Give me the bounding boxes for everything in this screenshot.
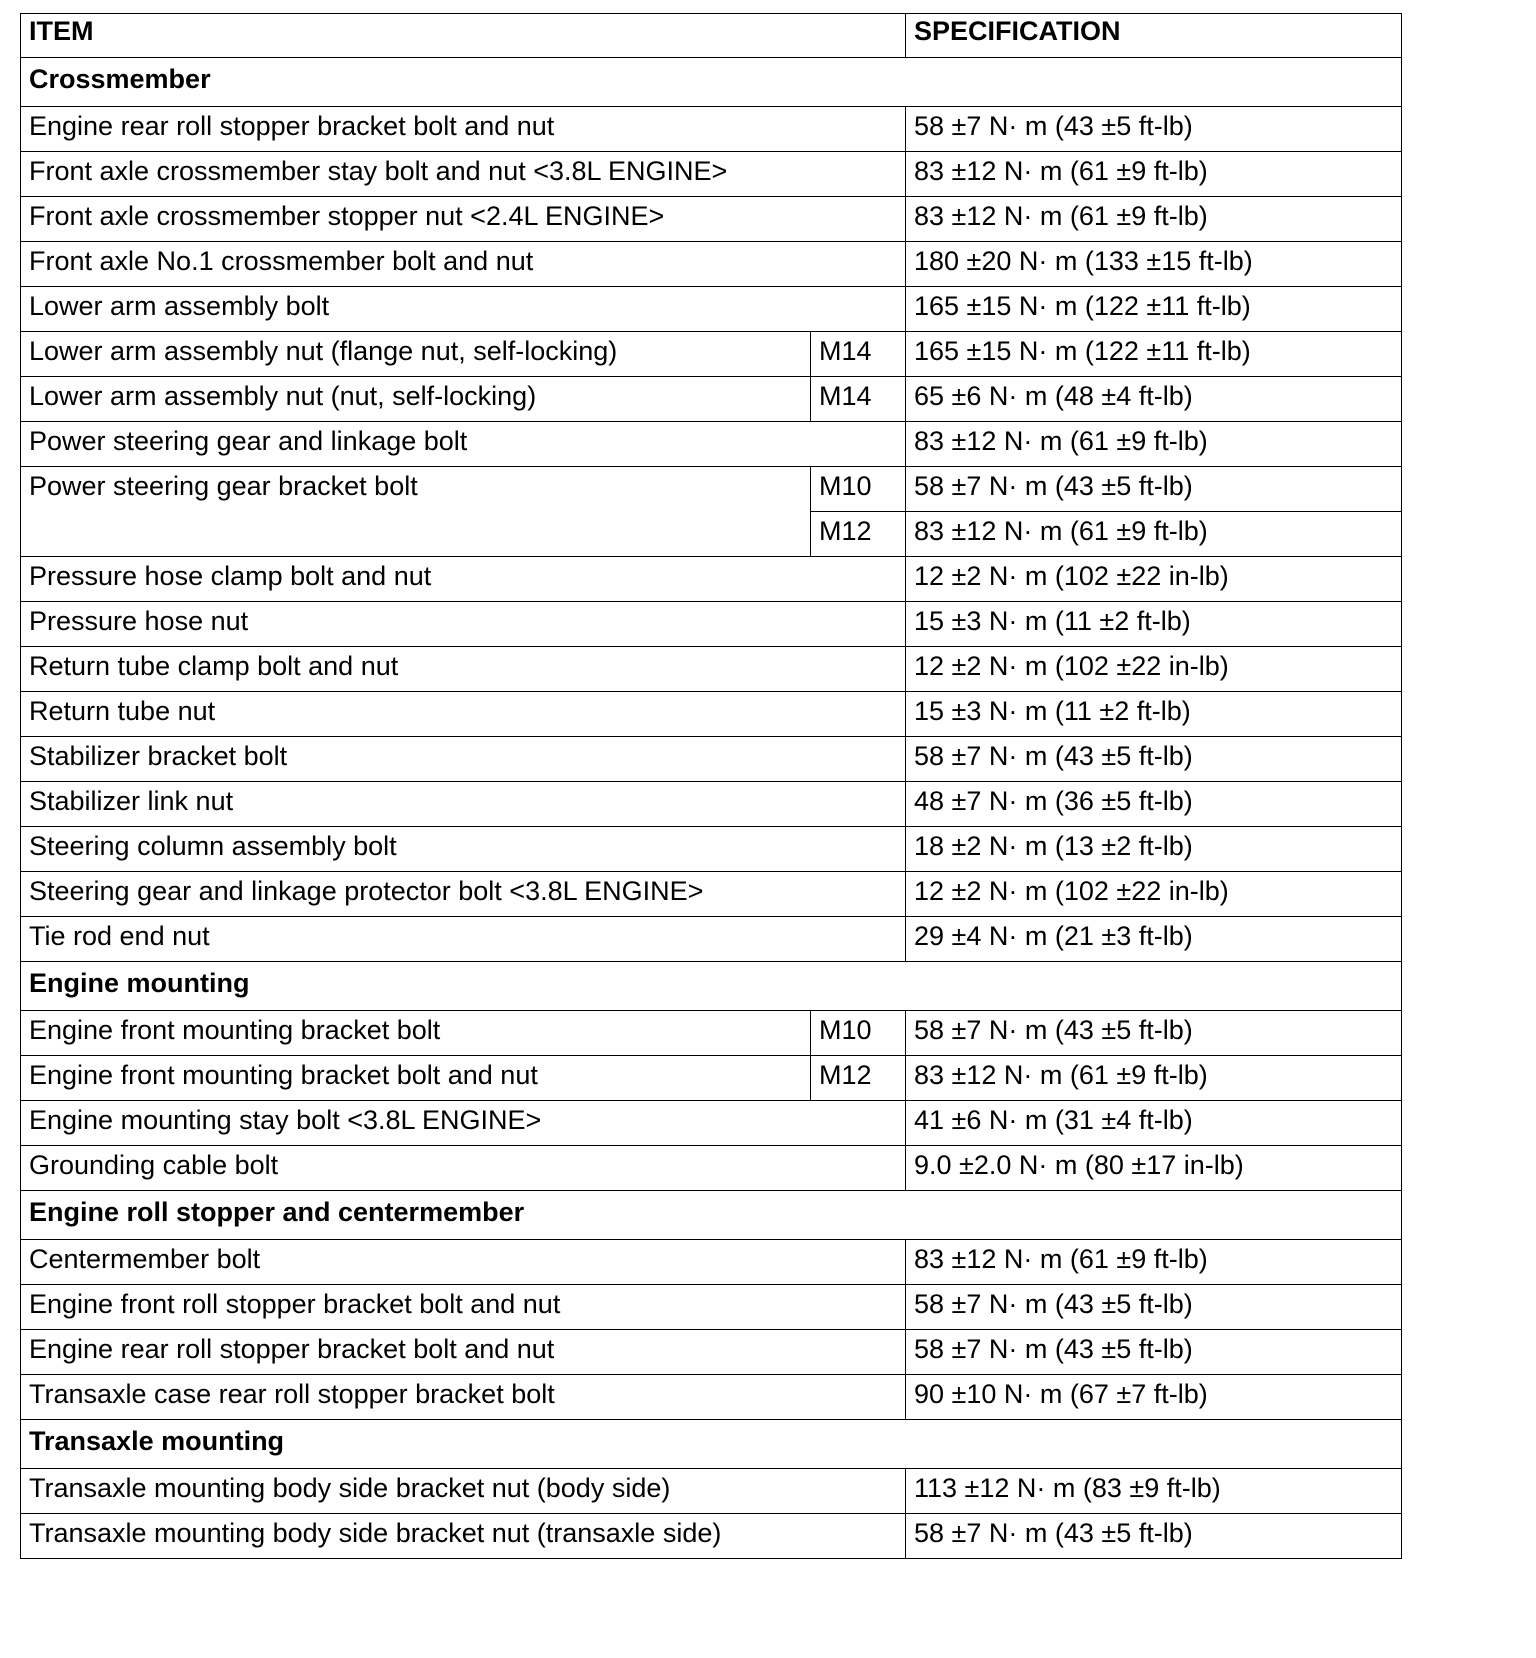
item-cell: Power steering gear and linkage bolt [21,422,906,467]
item-cell: Engine rear roll stopper bracket bolt and nut [21,107,906,152]
spec-cell: 165 ±15 N· m (122 ±11 ft-lb) [906,332,1402,377]
section-header-row [21,962,1402,1011]
section-title: Engine roll stopper and centermember [21,1191,1402,1240]
item-cell: Transaxle case rear roll stopper bracket bolt [21,1375,906,1420]
spec-cell: 165 ±15 N· m (122 ±11 ft-lb) [906,287,1402,332]
spec-cell: 58 ±7 N· m (43 ±5 ft-lb) [906,467,1402,512]
table-row [21,1375,1402,1420]
item-cell: Engine mounting stay bolt <3.8L ENGINE> [21,1101,906,1146]
item-cell: Steering column assembly bolt [21,827,906,872]
item-cell: Return tube clamp bolt and nut [21,647,906,692]
spec-cell: 48 ±7 N· m (36 ±5 ft-lb) [906,782,1402,827]
table-row [21,287,1402,332]
spec-cell: 83 ±12 N· m (61 ±9 ft-lb) [906,422,1402,467]
spec-cell: 58 ±7 N· m (43 ±5 ft-lb) [906,737,1402,782]
table-row [21,242,1402,287]
table-row [21,1056,1402,1101]
item-cell: Front axle No.1 crossmember bolt and nut [21,242,906,287]
item-cell: Pressure hose clamp bolt and nut [21,557,906,602]
spec-cell: 58 ±7 N· m (43 ±5 ft-lb) [906,1011,1402,1056]
item-cell: Engine rear roll stopper bracket bolt and nut [21,1330,906,1375]
spec-cell: 83 ±12 N· m (61 ±9 ft-lb) [906,197,1402,242]
spec-cell: 83 ±12 N· m (61 ±9 ft-lb) [906,512,1402,557]
size-cell: M14 [811,332,906,377]
table-row [21,152,1402,197]
table-row [21,647,1402,692]
item-cell: Lower arm assembly nut (flange nut, self-locking) [21,332,811,377]
item-cell: Transaxle mounting body side bracket nut (transaxle side) [21,1514,906,1559]
spec-cell: 113 ±12 N· m (83 ±9 ft-lb) [906,1469,1402,1514]
item-cell: Lower arm assembly bolt [21,287,906,332]
table-row [21,1240,1402,1285]
section-header-row [21,1191,1402,1240]
table-row [21,692,1402,737]
item-cell: Transaxle mounting body side bracket nut (body side) [21,1469,906,1514]
table-row [21,422,1402,467]
table-row [21,1469,1402,1514]
spec-cell: 65 ±6 N· m (48 ±4 ft-lb) [906,377,1402,422]
spec-cell: 83 ±12 N· m (61 ±9 ft-lb) [906,1240,1402,1285]
spec-cell: 15 ±3 N· m (11 ±2 ft-lb) [906,602,1402,647]
table-row [21,197,1402,242]
spec-cell: 83 ±12 N· m (61 ±9 ft-lb) [906,152,1402,197]
item-cell: Engine front mounting bracket bolt [21,1011,811,1056]
item-cell: Engine front mounting bracket bolt and nut [21,1056,811,1101]
spec-cell: 15 ±3 N· m (11 ±2 ft-lb) [906,692,1402,737]
spec-cell: 58 ±7 N· m (43 ±5 ft-lb) [906,1330,1402,1375]
item-cell: Tie rod end nut [21,917,906,962]
spec-cell: 58 ±7 N· m (43 ±5 ft-lb) [906,1285,1402,1330]
table-row [21,1330,1402,1375]
header-item: ITEM [21,14,906,58]
header-specification: SPECIFICATION [906,14,1402,58]
section-header-row [21,58,1402,107]
size-cell: M10 [811,467,906,512]
item-cell: Stabilizer bracket bolt [21,737,906,782]
item-cell: Return tube nut [21,692,906,737]
spec-cell: 12 ±2 N· m (102 ±22 in-lb) [906,872,1402,917]
spec-cell: 12 ±2 N· m (102 ±22 in-lb) [906,647,1402,692]
table-row [21,332,1402,377]
table-row [21,557,1402,602]
table-row [21,737,1402,782]
size-cell: M12 [811,512,906,557]
item-cell: Front axle crossmember stopper nut <2.4L ENGINE> [21,197,906,242]
item-cell: Steering gear and linkage protector bolt <3.8L ENGINE> [21,872,906,917]
table-row [21,917,1402,962]
table-row [21,467,1402,512]
spec-cell: 180 ±20 N· m (133 ±15 ft-lb) [906,242,1402,287]
item-cell: Grounding cable bolt [21,1146,906,1191]
item-cell: Power steering gear bracket bolt [21,467,811,557]
size-cell: M10 [811,1011,906,1056]
torque-spec-table [20,13,1402,1559]
table-row [21,1146,1402,1191]
spec-cell: 41 ±6 N· m (31 ±4 ft-lb) [906,1101,1402,1146]
item-cell: Stabilizer link nut [21,782,906,827]
table-row [21,602,1402,647]
table-row [21,872,1402,917]
spec-cell: 58 ±7 N· m (43 ±5 ft-lb) [906,1514,1402,1559]
table-row [21,107,1402,152]
spec-cell: 58 ±7 N· m (43 ±5 ft-lb) [906,107,1402,152]
table-row [21,1011,1402,1056]
section-title: Engine mounting [21,962,1402,1011]
spec-cell: 83 ±12 N· m (61 ±9 ft-lb) [906,1056,1402,1101]
section-title: Crossmember [21,58,1402,107]
spec-cell: 18 ±2 N· m (13 ±2 ft-lb) [906,827,1402,872]
item-cell: Lower arm assembly nut (nut, self-locking) [21,377,811,422]
spec-cell: 9.0 ±2.0 N· m (80 ±17 in-lb) [906,1146,1402,1191]
spec-cell: 90 ±10 N· m (67 ±7 ft-lb) [906,1375,1402,1420]
table-row [21,1285,1402,1330]
table-row [21,1514,1402,1559]
section-title: Transaxle mounting [21,1420,1402,1469]
header-row [21,14,1402,58]
item-cell: Centermember bolt [21,1240,906,1285]
item-cell: Front axle crossmember stay bolt and nut <3.8L ENGINE> [21,152,906,197]
table-row [21,782,1402,827]
spec-cell: 29 ±4 N· m (21 ±3 ft-lb) [906,917,1402,962]
table-row [21,827,1402,872]
spec-cell: 12 ±2 N· m (102 ±22 in-lb) [906,557,1402,602]
table-row [21,1101,1402,1146]
table-body [21,14,1402,1559]
section-header-row [21,1420,1402,1469]
size-cell: M12 [811,1056,906,1101]
size-cell: M14 [811,377,906,422]
item-cell: Pressure hose nut [21,602,906,647]
item-cell: Engine front roll stopper bracket bolt and nut [21,1285,906,1330]
table-row [21,377,1402,422]
